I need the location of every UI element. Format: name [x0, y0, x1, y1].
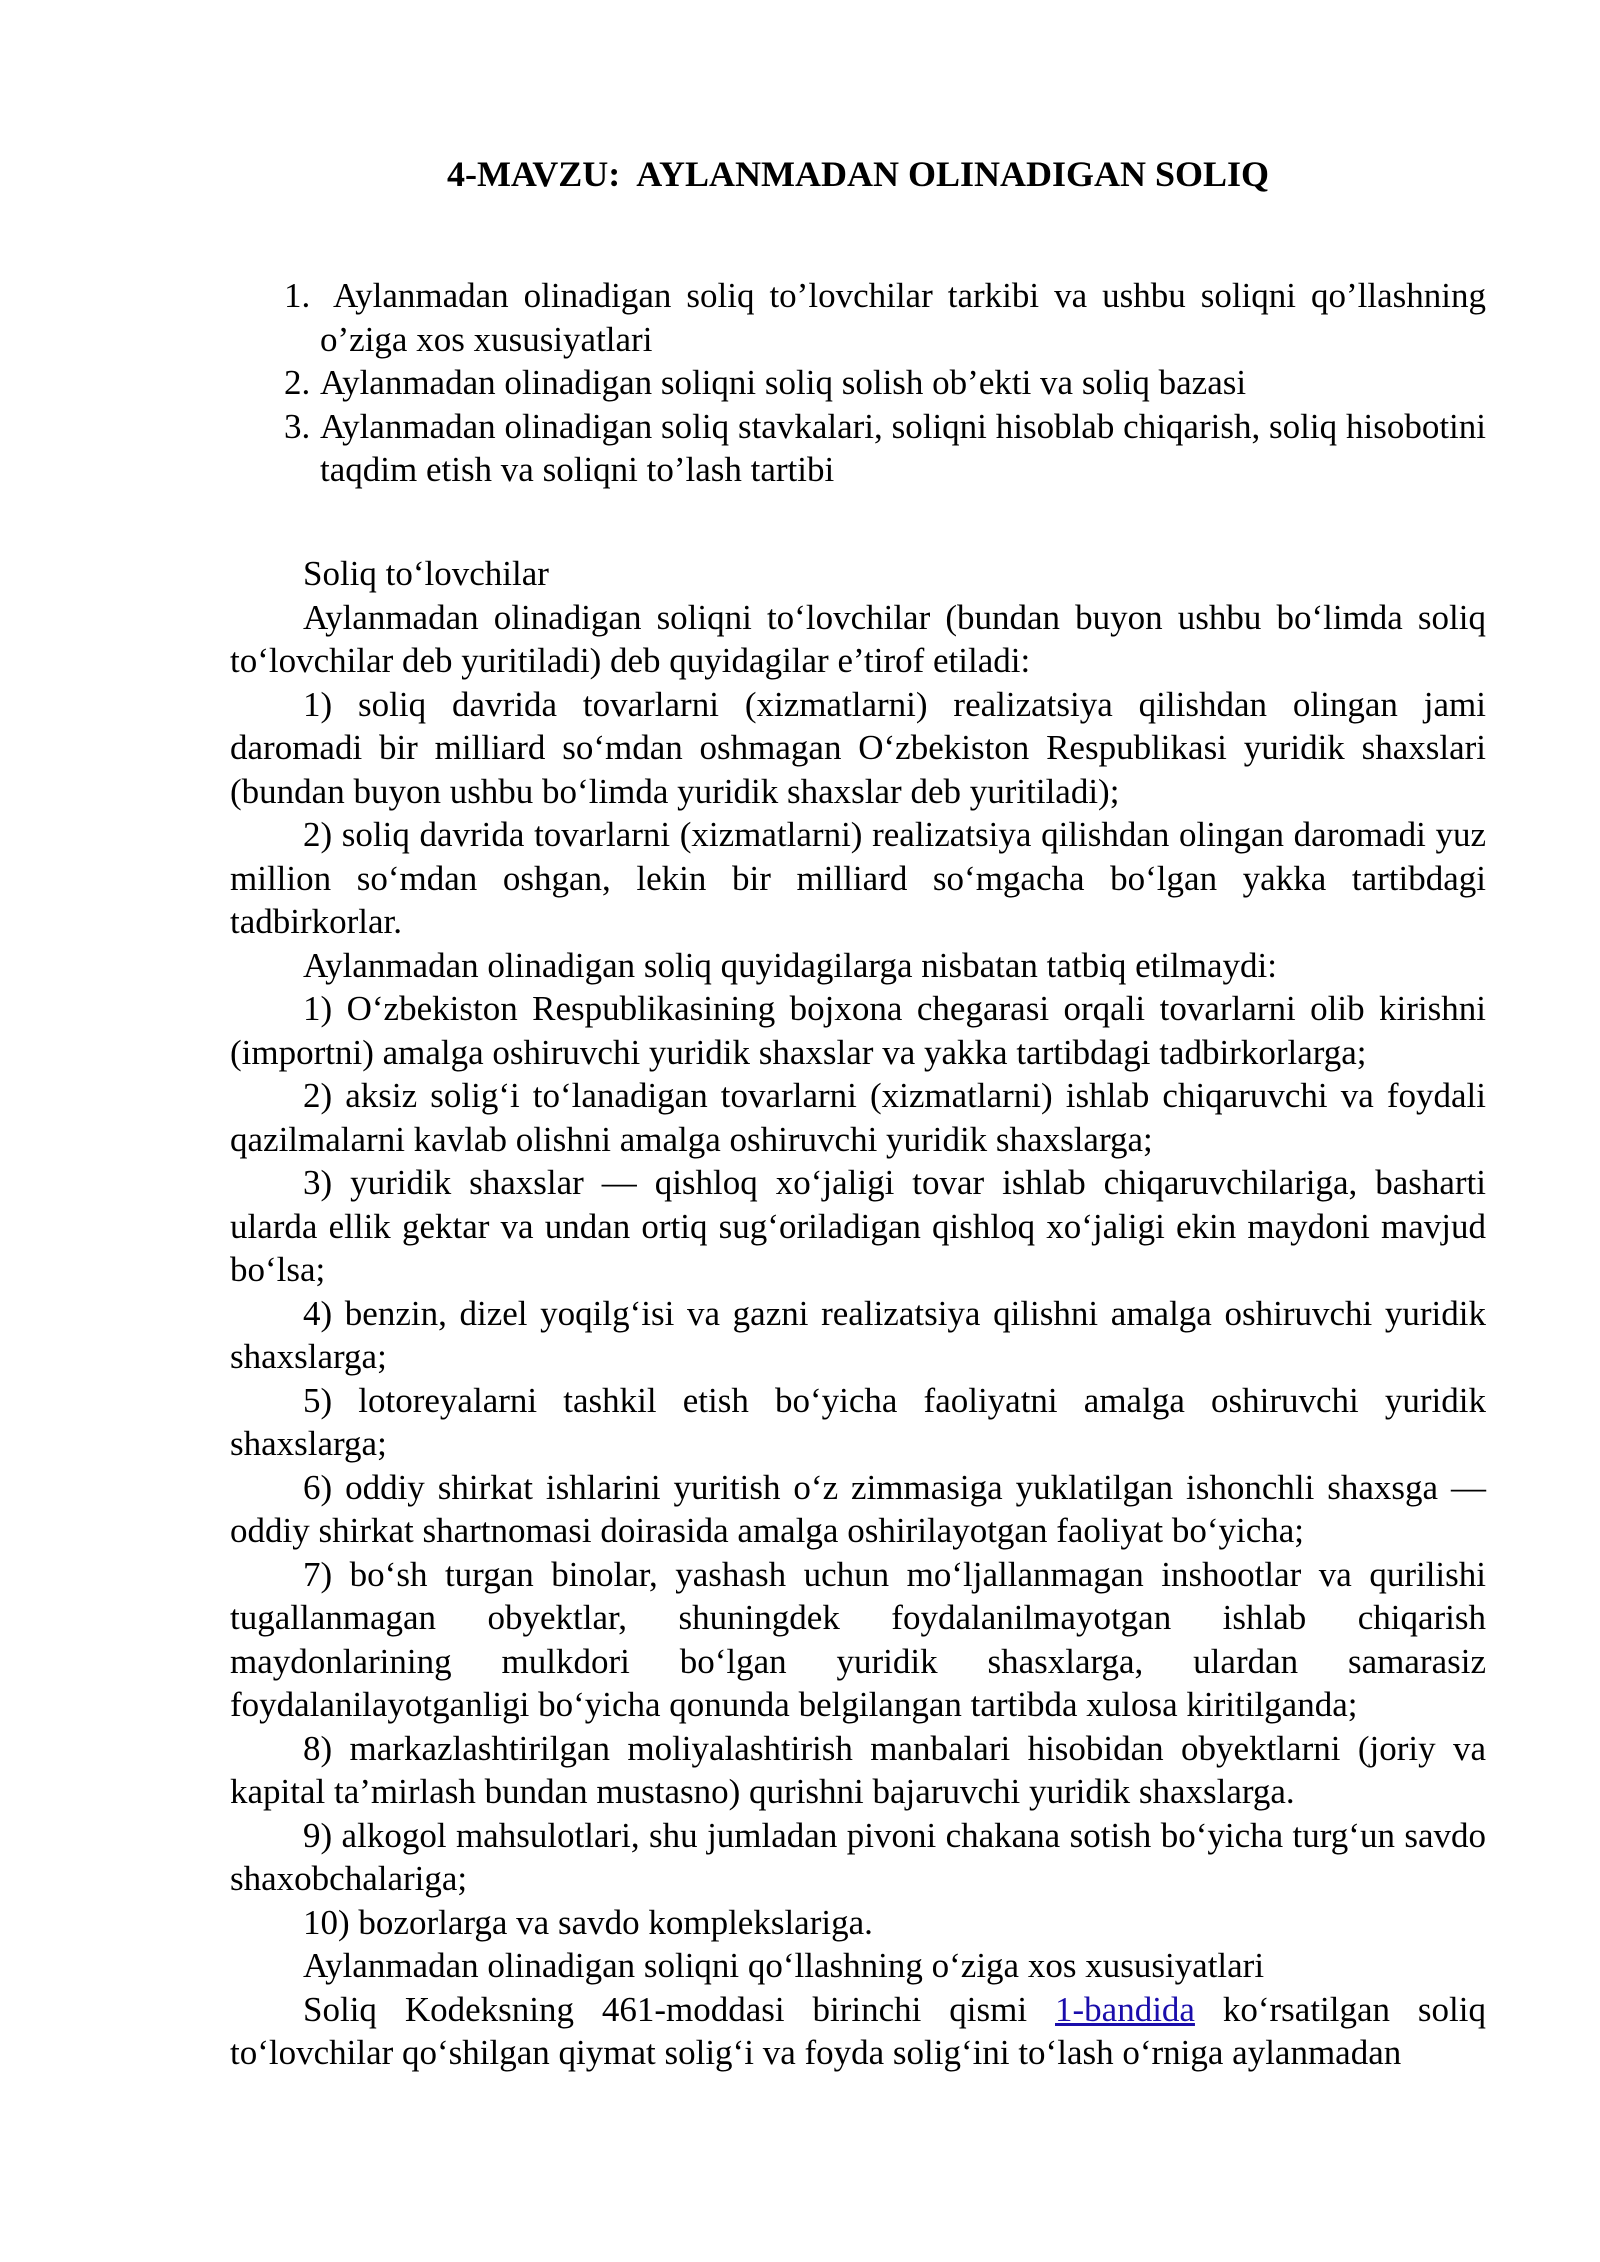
- section-heading: Aylanmadan olinadigan soliqni qo‘llashning o‘ziga xos xususiyatlari: [303, 1946, 1265, 1985]
- outline-item-number: 1.: [284, 276, 311, 315]
- paragraph: Aylanmadan olinadigan soliq quyidagilarga nisbatan tatbiq etilmaydi:: [303, 945, 1277, 985]
- paragraph-text: Soliq Kodeksning 461-moddasi birinchi qismi: [303, 1989, 1055, 2029]
- list-item: 9) alkogol mahsulotlari, shu jumladan pivoni chakana sotish bo‘yicha turg‘un savdo shaxobchalariga;: [230, 1815, 1486, 1898]
- list-item: 2) aksiz solig‘i to‘lanadigan tovarlarni (xizmatlarni) ishlab chiqaruvchi va foydali qazilmalarni kavlab olishni amalga oshiruvchi yuridik shaxslarga;: [230, 1076, 1486, 1159]
- article-link[interactable]: 1-bandida: [1055, 1989, 1195, 2029]
- outline-item-text: Aylanmadan olinadigan soliqni soliq solish ob’ekti va soliq bazasi: [320, 363, 1247, 402]
- paragraph-text: ko‘rsatilgan soliq to‘lovchilar qo‘shilgan qiymat solig‘i va foyda solig‘ini to‘lash o‘rniga aylanmadan: [230, 1989, 1486, 2072]
- list-item: 8) markazlashtirilgan moliyalashtirish manbalari hisobidan obyektlarni (joriy va kapital ta’mirlash bundan mustasno) qurishni bajaruvchi yuridik shaxslarga.: [230, 1728, 1486, 1811]
- list-item: 2) soliq davrida tovarlarni (xizmatlarni) realizatsiya qilishdan olingan daromadi yuz million so‘mdan oshgan, lekin bir milliard so‘mgacha bo‘lgan yakka tartibdagi tadbirkorlar.: [230, 815, 1486, 941]
- list-item: 4) benzin, dizel yoqilg‘isi va gazni realizatsiya qilishni amalga oshiruvchi yuridik shaxslarga;: [230, 1293, 1486, 1376]
- list-item: 10) bozorlarga va savdo komplekslariga.: [303, 1902, 873, 1942]
- list-item: 5) lotoreyalarni tashkil etish bo‘yicha faoliyatni amalga oshiruvchi yuridik shaxslarga;: [230, 1380, 1486, 1463]
- page-title: 4-MAVZU: AYLANMADAN OLINADIGAN SOLIQ: [446, 154, 1270, 194]
- paragraph: Aylanmadan olinadigan soliqni to‘lovchilar (bundan buyon ushbu bo‘limda soliq to‘lovchilar deb yuritiladi) deb quyidagilar e’tirof etiladi:: [230, 597, 1486, 680]
- topic-outline: [284, 274, 1486, 492]
- outline-item-number: 2.: [284, 363, 311, 402]
- outline-item-text: Aylanmadan olinadigan soliq to’lovchilar tarkibi va ushbu soliqni qo’llashning o’ziga xos xususiyatlari: [320, 276, 1486, 359]
- outline-item: [284, 361, 1486, 405]
- list-item: 3) yuridik shaxslar — qishloq xo‘jaligi tovar ishlab chiqaruvchilariga, basharti ularda ellik gektar va undan ortiq sug‘oriladigan qishloq xo‘jaligi ekin maydoni mavjud bo‘lsa;: [230, 1163, 1486, 1289]
- outline-item-number: 3.: [284, 406, 311, 446]
- list-item: 6) oddiy shirkat ishlarini yuritish o‘z zimmasiga yuklatilgan ishonchli shaxsga — oddiy shirkat shartnomasi doirasida amalga oshirilayotgan faoliyat bo‘yicha;: [230, 1467, 1486, 1550]
- section-heading: Soliq to‘lovchilar: [303, 554, 549, 593]
- list-item: 1) O‘zbekiston Respublikasining bojxona chegarasi orqali tovarlarni olib kirishni (importni) amalga oshiruvchi yuridik shaxslar va yakka tartibdagi tadbirkorlarga;: [230, 989, 1486, 1072]
- list-item: 1) soliq davrida tovarlarni (xizmatlarni) realizatsiya qilishdan olingan jami daromadi bir milliard so‘mdan oshmagan O‘zbekiston Respublikasi yuridik shaxslari (bundan buyon ushbu bo‘limda yuridik shaxslar deb yuritiladi);: [230, 684, 1486, 811]
- document-body: [230, 552, 1486, 2075]
- paragraph: [230, 1988, 1486, 2075]
- list-item: 7) bo‘sh turgan binolar, yashash uchun mo‘ljallanmagan inshootlar va qurilishi tugallanmagan obyektlar, shuningdek foydalanilmayotgan ishlab chiqarish maydonlarining mulkdori bo‘lgan yuridik shasxlarga, ulardan samarasiz foydalanilayotganligi bo‘yicha qonunda belgilangan tartibda xulosa kiritilganda;: [230, 1554, 1486, 1724]
- outline-item: [284, 274, 1486, 361]
- outline-item-text: Aylanmadan olinadigan soliq stavkalari, soliqni hisoblab chiqarish, soliq hisobotini taqdim etish va soliqni to’lash tartibi: [320, 406, 1486, 489]
- outline-item: [284, 405, 1486, 492]
